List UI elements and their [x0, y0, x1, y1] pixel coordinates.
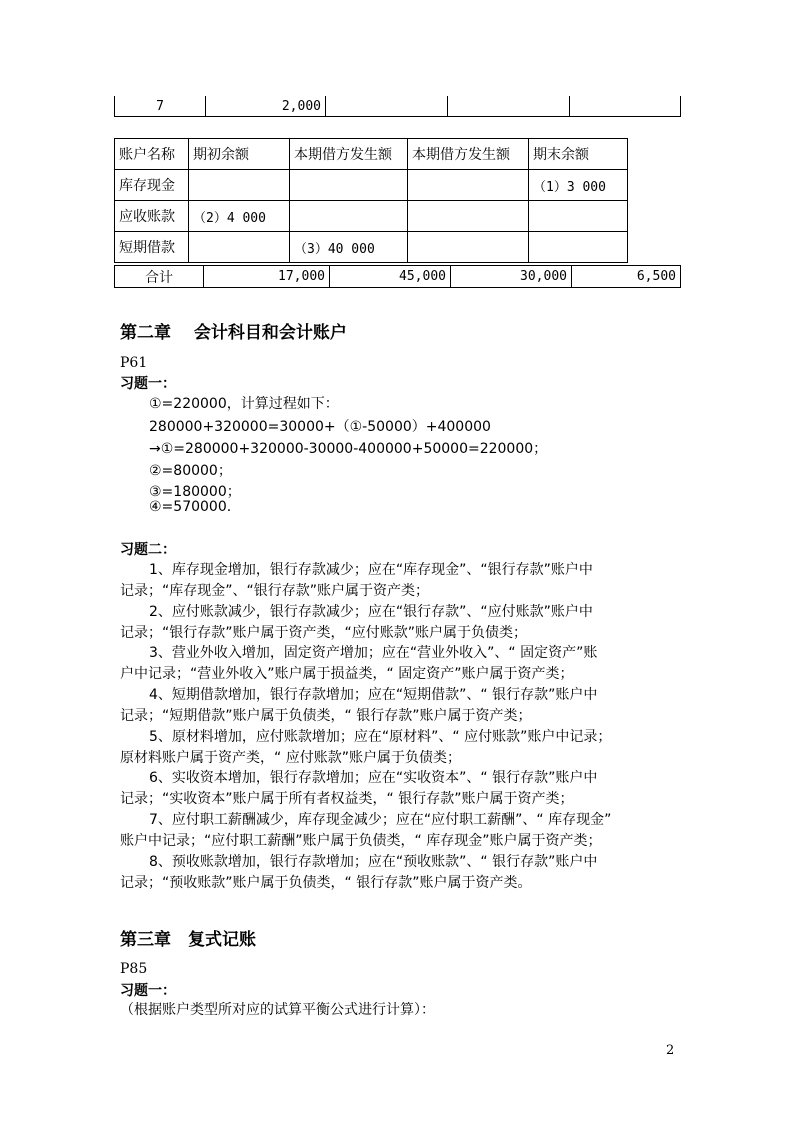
- text-line: 5、原材料增加，应付账款增加；应在“原材料”、“ 应付账款”账户中记录；: [149, 729, 612, 745]
- text-line: 3、营业外收入增加，固定资产增加；应在“营业外收入”、“ 固定资产”账: [149, 645, 598, 661]
- text-line: 记录；“银行存款”账户属于资产类，“应付账款”账户属于负债类；: [120, 625, 528, 641]
- chapter-title: 第二章 会计科目和会计账户: [120, 323, 347, 343]
- page-reference: P61: [120, 355, 148, 371]
- table-cell: （3）40 000: [290, 232, 408, 263]
- table-row: [115, 96, 681, 117]
- table-cell: 30,000: [451, 266, 572, 288]
- table-cell: [189, 232, 290, 263]
- text-line: ③=180000；: [149, 484, 241, 500]
- text-line: 8、预收账款增加，银行存款增加；应在“预收账款”、“ 银行存款”账户中: [149, 854, 598, 870]
- table-cell: [189, 170, 290, 201]
- page-reference: P85: [120, 961, 148, 977]
- table-cell: 应收账款: [115, 201, 189, 232]
- table-cell: [529, 201, 628, 232]
- table-cell: [290, 170, 408, 201]
- table-cell: 7: [115, 96, 206, 117]
- text-line: 记录；“预收账款”账户属于负债类，“ 银行存款”账户属于资产类。: [120, 875, 532, 891]
- exercise-label: 习题一：: [120, 376, 176, 392]
- text-line: 7、应付职工薪酬减少，库存现金减少；应在“应付职工薪酬”、“ 库存现金”: [149, 812, 612, 828]
- total-table: [114, 265, 681, 288]
- table-header-row: [115, 139, 628, 170]
- text-line: 记录；“短期借款”账户属于负债类，“ 银行存款”账户属于资产类；: [120, 708, 532, 724]
- table-cell: 2,000: [206, 96, 326, 117]
- text-line: 1、库存现金增加，银行存款减少；应在“库存现金”、“银行存款”账户中: [149, 562, 593, 578]
- text-line: 户中记录；“营业外收入”账户属于损益类，“ 固定资产”账户属于资产类；: [120, 666, 574, 682]
- table-row: [115, 232, 628, 263]
- table-cell: [408, 170, 529, 201]
- table-row: [115, 170, 628, 201]
- table-cell: [326, 96, 448, 117]
- header-cell: 期末余额: [529, 139, 628, 170]
- text-line: 4、短期借款增加，银行存款增加；应在“短期借款”、“ 银行存款”账户中: [149, 687, 598, 703]
- text-line: 280000+320000=30000+（①-50000）+400000: [149, 419, 491, 435]
- table-cell: [529, 232, 628, 263]
- exercise-label: 习题一：: [120, 983, 176, 999]
- text-line: （根据账户类型所对应的试算平衡公式进行计算）：: [120, 1002, 435, 1018]
- table-cell: [570, 96, 681, 117]
- header-cell: 本期借方发生额: [408, 139, 529, 170]
- table-row: [115, 201, 628, 232]
- header-cell: 期初余额: [189, 139, 290, 170]
- total-label: 合计: [115, 266, 204, 288]
- table-cell: 短期借款: [115, 232, 189, 263]
- text-line: 2、应付账款减少，银行存款减少；应在“银行存款”、“应付账款”账户中: [149, 604, 593, 620]
- text-line: ④=570000.: [149, 499, 232, 515]
- header-cell: 本期借方发生额: [290, 139, 408, 170]
- table-cell: 17,000: [204, 266, 330, 288]
- text-line: ①=220000，计算过程如下：: [149, 396, 339, 412]
- table-cell: （2）4 000: [189, 201, 290, 232]
- text-line: 记录；“库存现金”、“银行存款”账户属于资产类；: [120, 583, 430, 599]
- exercise-label: 习题二：: [120, 542, 176, 558]
- table-cell: 45,000: [330, 266, 451, 288]
- total-row: [115, 266, 681, 288]
- header-cell: 账户名称: [115, 139, 189, 170]
- table-cell: 库存现金: [115, 170, 189, 201]
- text-line: 记录；“实收资本”账户属于所有者权益类，“ 银行存款”账户属于资产类；: [120, 791, 574, 807]
- text-line: 6、实收资本增加，银行存款增加；应在“实收资本”、“ 银行存款”账户中: [149, 770, 598, 786]
- text-line: 原材料账户属于资产类，“ 应付账款”账户属于负债类；: [120, 750, 461, 766]
- table-cell: [290, 201, 408, 232]
- chapter-title: 第三章 复式记账: [120, 930, 256, 950]
- table-cell: [448, 96, 570, 117]
- text-line: ②=80000；: [149, 463, 232, 479]
- text-line: →①=280000+320000-30000-400000+50000=220000；: [149, 441, 548, 457]
- page-number: 2: [666, 1043, 675, 1058]
- fragment-table: [114, 96, 681, 117]
- table-cell: （1）3 000: [529, 170, 628, 201]
- account-table: [114, 138, 628, 263]
- table-cell: [408, 232, 529, 263]
- text-line: 账户中记录；“应付职工薪酬”账户属于负债类，“ 库存现金”账户属于资产类；: [120, 833, 602, 849]
- table-cell: [408, 201, 529, 232]
- table-cell: 6,500: [572, 266, 681, 288]
